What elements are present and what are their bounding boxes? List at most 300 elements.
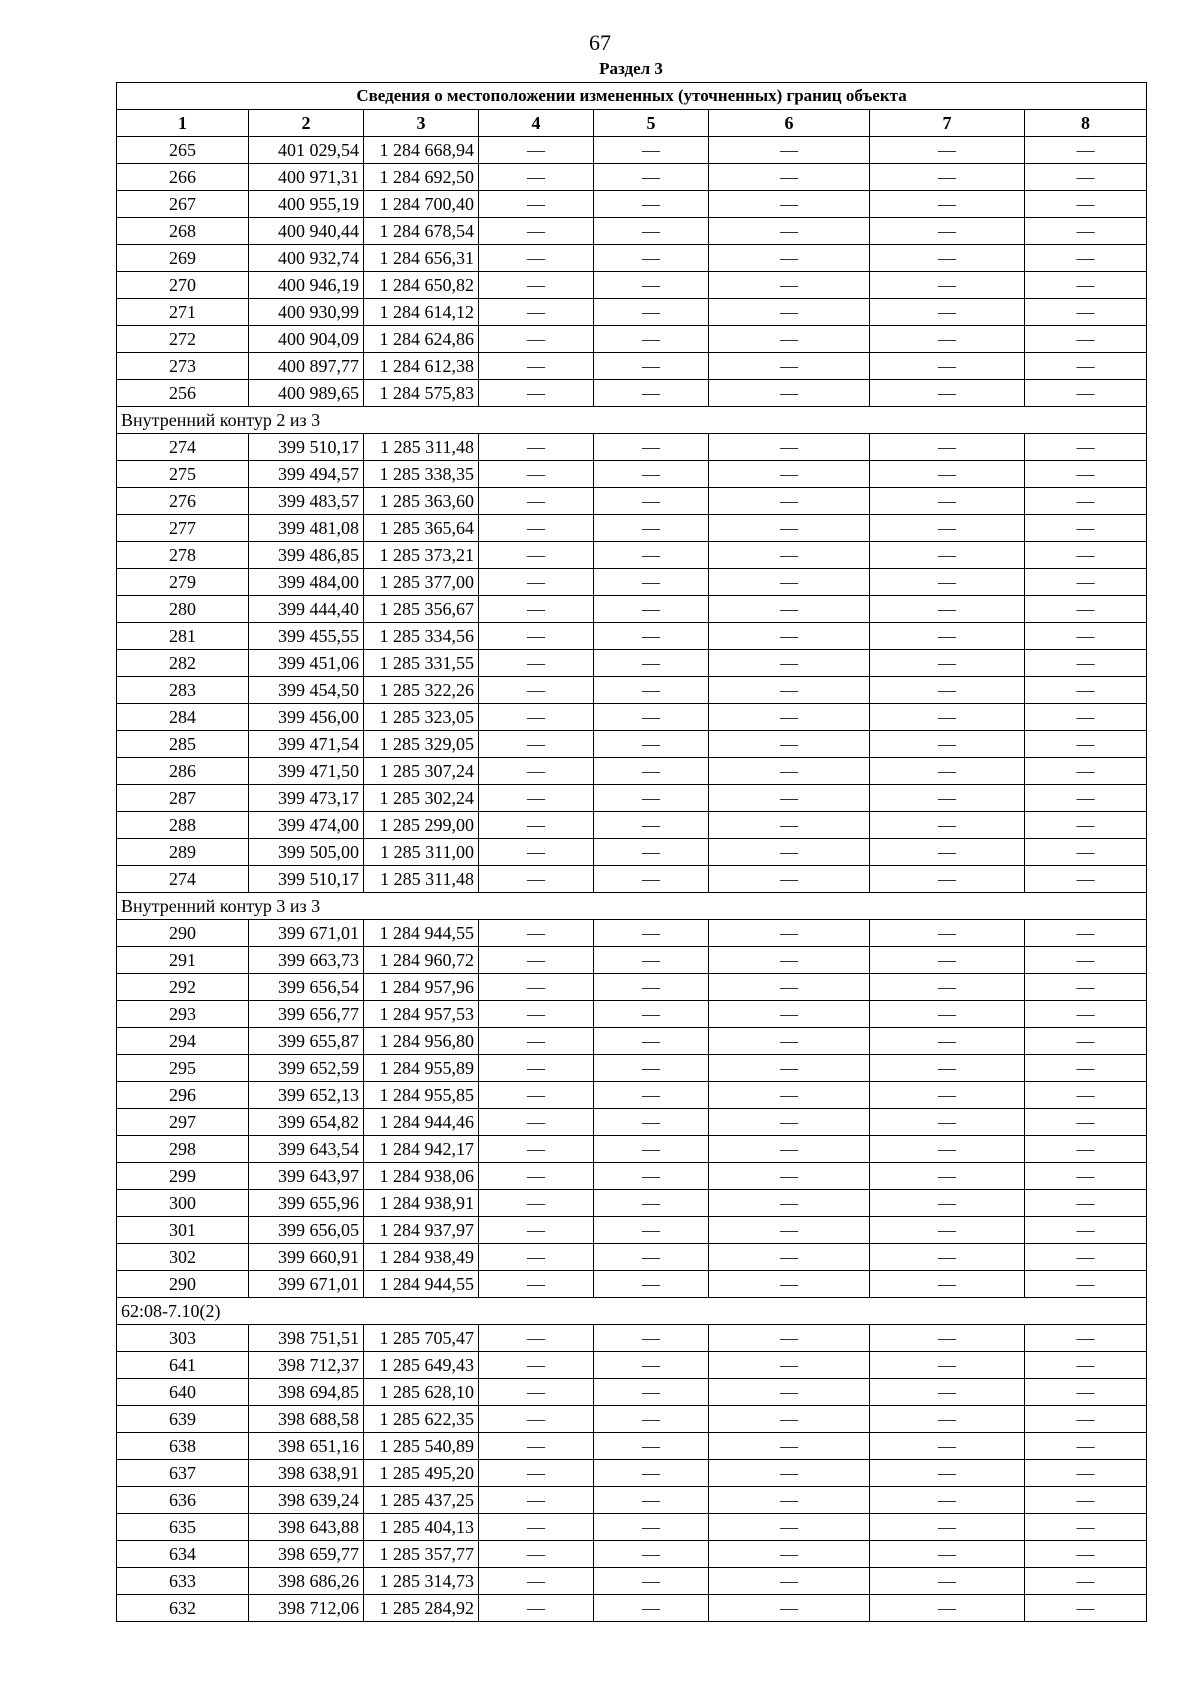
- x-coordinate-cell: 398 751,51: [249, 1325, 364, 1352]
- empty-value-dash: —: [594, 434, 709, 461]
- empty-value-dash: —: [594, 758, 709, 785]
- table-row: [117, 542, 1147, 569]
- table-row: [117, 1136, 1147, 1163]
- empty-value-dash: —: [870, 353, 1025, 380]
- y-coordinate-cell: 1 284 938,91: [364, 1190, 479, 1217]
- y-coordinate-cell: 1 285 299,00: [364, 812, 479, 839]
- empty-value-dash: —: [870, 650, 1025, 677]
- y-coordinate-cell: 1 285 404,13: [364, 1514, 479, 1541]
- x-coordinate-cell: 399 505,00: [249, 839, 364, 866]
- empty-value-dash: —: [479, 1082, 594, 1109]
- empty-value-dash: —: [709, 1325, 870, 1352]
- y-coordinate-cell: 1 284 700,40: [364, 191, 479, 218]
- empty-value-dash: —: [594, 650, 709, 677]
- empty-value-dash: —: [870, 1190, 1025, 1217]
- table-row: [117, 812, 1147, 839]
- y-coordinate-cell: 1 284 678,54: [364, 218, 479, 245]
- point-number-cell: 269: [117, 245, 249, 272]
- empty-value-dash: —: [870, 1514, 1025, 1541]
- empty-value-dash: —: [870, 677, 1025, 704]
- empty-value-dash: —: [479, 677, 594, 704]
- empty-value-dash: —: [870, 812, 1025, 839]
- table-row: [117, 623, 1147, 650]
- empty-value-dash: —: [1025, 1271, 1147, 1298]
- x-coordinate-cell: 399 652,13: [249, 1082, 364, 1109]
- empty-value-dash: —: [1025, 164, 1147, 191]
- empty-value-dash: —: [709, 272, 870, 299]
- x-coordinate-cell: 398 643,88: [249, 1514, 364, 1541]
- empty-value-dash: —: [709, 1163, 870, 1190]
- empty-value-dash: —: [479, 1244, 594, 1271]
- y-coordinate-cell: 1 284 957,96: [364, 974, 479, 1001]
- empty-value-dash: —: [479, 1406, 594, 1433]
- empty-value-dash: —: [594, 812, 709, 839]
- empty-value-dash: —: [594, 272, 709, 299]
- empty-value-dash: —: [870, 731, 1025, 758]
- empty-value-dash: —: [1025, 920, 1147, 947]
- empty-value-dash: —: [594, 1055, 709, 1082]
- point-number-cell: 641: [117, 1352, 249, 1379]
- empty-value-dash: —: [594, 1568, 709, 1595]
- empty-value-dash: —: [709, 785, 870, 812]
- empty-value-dash: —: [709, 1055, 870, 1082]
- group-label: Внутренний контур 3 из 3: [117, 893, 1147, 920]
- empty-value-dash: —: [709, 650, 870, 677]
- x-coordinate-cell: 399 643,54: [249, 1136, 364, 1163]
- point-number-cell: 301: [117, 1217, 249, 1244]
- y-coordinate-cell: 1 284 668,94: [364, 137, 479, 164]
- empty-value-dash: —: [709, 812, 870, 839]
- empty-value-dash: —: [479, 542, 594, 569]
- empty-value-dash: —: [870, 1244, 1025, 1271]
- x-coordinate-cell: 399 454,50: [249, 677, 364, 704]
- empty-value-dash: —: [1025, 704, 1147, 731]
- x-coordinate-cell: 399 483,57: [249, 488, 364, 515]
- point-number-cell: 265: [117, 137, 249, 164]
- x-coordinate-cell: 399 510,17: [249, 866, 364, 893]
- point-number-cell: 273: [117, 353, 249, 380]
- empty-value-dash: —: [594, 1325, 709, 1352]
- y-coordinate-cell: 1 284 938,49: [364, 1244, 479, 1271]
- y-coordinate-cell: 1 285 302,24: [364, 785, 479, 812]
- empty-value-dash: —: [594, 137, 709, 164]
- column-header: 4: [479, 110, 594, 137]
- y-coordinate-cell: 1 285 363,60: [364, 488, 479, 515]
- empty-value-dash: —: [479, 1190, 594, 1217]
- empty-value-dash: —: [594, 785, 709, 812]
- table-row: [117, 1082, 1147, 1109]
- empty-value-dash: —: [479, 839, 594, 866]
- point-number-cell: 300: [117, 1190, 249, 1217]
- point-number-cell: 636: [117, 1487, 249, 1514]
- table-row: [117, 380, 1147, 407]
- point-number-cell: 633: [117, 1568, 249, 1595]
- empty-value-dash: —: [594, 299, 709, 326]
- empty-value-dash: —: [709, 1001, 870, 1028]
- y-coordinate-cell: 1 285 314,73: [364, 1568, 479, 1595]
- empty-value-dash: —: [1025, 1163, 1147, 1190]
- empty-value-dash: —: [594, 1541, 709, 1568]
- table-row: [117, 1055, 1147, 1082]
- table-row: [117, 1163, 1147, 1190]
- y-coordinate-cell: 1 284 612,38: [364, 353, 479, 380]
- empty-value-dash: —: [594, 1082, 709, 1109]
- empty-value-dash: —: [1025, 596, 1147, 623]
- table-row: [117, 164, 1147, 191]
- empty-value-dash: —: [870, 1541, 1025, 1568]
- empty-value-dash: —: [870, 1136, 1025, 1163]
- table-row: [117, 1028, 1147, 1055]
- empty-value-dash: —: [709, 920, 870, 947]
- empty-value-dash: —: [479, 461, 594, 488]
- empty-value-dash: —: [870, 1433, 1025, 1460]
- empty-value-dash: —: [1025, 1028, 1147, 1055]
- y-coordinate-cell: 1 284 960,72: [364, 947, 479, 974]
- point-number-cell: 283: [117, 677, 249, 704]
- empty-value-dash: —: [1025, 434, 1147, 461]
- empty-value-dash: —: [709, 1595, 870, 1622]
- empty-value-dash: —: [594, 704, 709, 731]
- table-row: [117, 1244, 1147, 1271]
- empty-value-dash: —: [1025, 515, 1147, 542]
- point-number-cell: 632: [117, 1595, 249, 1622]
- empty-value-dash: —: [1025, 1244, 1147, 1271]
- empty-value-dash: —: [709, 731, 870, 758]
- empty-value-dash: —: [709, 1028, 870, 1055]
- empty-value-dash: —: [594, 380, 709, 407]
- table-row: [117, 299, 1147, 326]
- x-coordinate-cell: 398 712,06: [249, 1595, 364, 1622]
- empty-value-dash: —: [594, 245, 709, 272]
- y-coordinate-cell: 1 285 323,05: [364, 704, 479, 731]
- table-row: [117, 353, 1147, 380]
- x-coordinate-cell: 398 712,37: [249, 1352, 364, 1379]
- column-header: 1: [117, 110, 249, 137]
- column-header-row: [117, 110, 1147, 137]
- x-coordinate-cell: 399 471,54: [249, 731, 364, 758]
- empty-value-dash: —: [479, 272, 594, 299]
- empty-value-dash: —: [594, 1514, 709, 1541]
- table-row: [117, 218, 1147, 245]
- table-row: [117, 650, 1147, 677]
- x-coordinate-cell: 398 694,85: [249, 1379, 364, 1406]
- point-number-cell: 280: [117, 596, 249, 623]
- point-number-cell: 296: [117, 1082, 249, 1109]
- empty-value-dash: —: [594, 191, 709, 218]
- y-coordinate-cell: 1 285 365,64: [364, 515, 479, 542]
- point-number-cell: 295: [117, 1055, 249, 1082]
- empty-value-dash: —: [594, 542, 709, 569]
- column-header: 6: [709, 110, 870, 137]
- empty-value-dash: —: [870, 137, 1025, 164]
- empty-value-dash: —: [709, 1352, 870, 1379]
- point-number-cell: 639: [117, 1406, 249, 1433]
- point-number-cell: 299: [117, 1163, 249, 1190]
- empty-value-dash: —: [709, 191, 870, 218]
- empty-value-dash: —: [870, 1379, 1025, 1406]
- x-coordinate-cell: 400 989,65: [249, 380, 364, 407]
- empty-value-dash: —: [479, 650, 594, 677]
- column-header: 8: [1025, 110, 1147, 137]
- table-row: [117, 434, 1147, 461]
- y-coordinate-cell: 1 284 938,06: [364, 1163, 479, 1190]
- empty-value-dash: —: [709, 839, 870, 866]
- x-coordinate-cell: 400 971,31: [249, 164, 364, 191]
- empty-value-dash: —: [594, 1244, 709, 1271]
- table-row: [117, 515, 1147, 542]
- empty-value-dash: —: [479, 1028, 594, 1055]
- table-row: [117, 731, 1147, 758]
- empty-value-dash: —: [709, 1244, 870, 1271]
- empty-value-dash: —: [594, 1136, 709, 1163]
- column-header: 2: [249, 110, 364, 137]
- empty-value-dash: —: [1025, 839, 1147, 866]
- empty-value-dash: —: [870, 272, 1025, 299]
- point-number-cell: 279: [117, 569, 249, 596]
- table-body: [117, 137, 1147, 1622]
- point-number-cell: 634: [117, 1541, 249, 1568]
- point-number-cell: 256: [117, 380, 249, 407]
- point-number-cell: 638: [117, 1433, 249, 1460]
- x-coordinate-cell: 398 651,16: [249, 1433, 364, 1460]
- point-number-cell: 637: [117, 1460, 249, 1487]
- empty-value-dash: —: [709, 218, 870, 245]
- empty-value-dash: —: [1025, 461, 1147, 488]
- column-header: 5: [594, 110, 709, 137]
- empty-value-dash: —: [870, 542, 1025, 569]
- empty-value-dash: —: [594, 1460, 709, 1487]
- empty-value-dash: —: [870, 1568, 1025, 1595]
- empty-value-dash: —: [479, 1379, 594, 1406]
- empty-value-dash: —: [594, 1001, 709, 1028]
- empty-value-dash: —: [870, 974, 1025, 1001]
- y-coordinate-cell: 1 285 622,35: [364, 1406, 479, 1433]
- empty-value-dash: —: [479, 1487, 594, 1514]
- empty-value-dash: —: [709, 1271, 870, 1298]
- empty-value-dash: —: [594, 164, 709, 191]
- empty-value-dash: —: [594, 1406, 709, 1433]
- coordinates-table: [116, 82, 1147, 1622]
- x-coordinate-cell: 399 671,01: [249, 1271, 364, 1298]
- point-number-cell: 291: [117, 947, 249, 974]
- empty-value-dash: —: [594, 1109, 709, 1136]
- point-number-cell: 277: [117, 515, 249, 542]
- x-coordinate-cell: 399 510,17: [249, 434, 364, 461]
- empty-value-dash: —: [479, 1352, 594, 1379]
- x-coordinate-cell: 399 656,05: [249, 1217, 364, 1244]
- empty-value-dash: —: [1025, 1352, 1147, 1379]
- empty-value-dash: —: [1025, 191, 1147, 218]
- empty-value-dash: —: [594, 488, 709, 515]
- empty-value-dash: —: [870, 1352, 1025, 1379]
- empty-value-dash: —: [594, 1433, 709, 1460]
- table-row: [117, 1514, 1147, 1541]
- table-row: [117, 758, 1147, 785]
- y-coordinate-cell: 1 285 311,48: [364, 866, 479, 893]
- y-coordinate-cell: 1 284 692,50: [364, 164, 479, 191]
- x-coordinate-cell: 399 455,55: [249, 623, 364, 650]
- empty-value-dash: —: [594, 866, 709, 893]
- empty-value-dash: —: [709, 299, 870, 326]
- point-number-cell: 285: [117, 731, 249, 758]
- empty-value-dash: —: [594, 596, 709, 623]
- empty-value-dash: —: [1025, 218, 1147, 245]
- empty-value-dash: —: [870, 488, 1025, 515]
- empty-value-dash: —: [594, 1352, 709, 1379]
- empty-value-dash: —: [709, 596, 870, 623]
- table-row: [117, 1190, 1147, 1217]
- empty-value-dash: —: [594, 1271, 709, 1298]
- empty-value-dash: —: [870, 1487, 1025, 1514]
- x-coordinate-cell: 399 643,97: [249, 1163, 364, 1190]
- point-number-cell: 271: [117, 299, 249, 326]
- empty-value-dash: —: [870, 218, 1025, 245]
- empty-value-dash: —: [1025, 542, 1147, 569]
- x-coordinate-cell: 399 655,87: [249, 1028, 364, 1055]
- empty-value-dash: —: [870, 380, 1025, 407]
- empty-value-dash: —: [709, 1433, 870, 1460]
- empty-value-dash: —: [1025, 1190, 1147, 1217]
- point-number-cell: 294: [117, 1028, 249, 1055]
- table-row: [117, 677, 1147, 704]
- empty-value-dash: —: [1025, 326, 1147, 353]
- empty-value-dash: —: [594, 677, 709, 704]
- empty-value-dash: —: [594, 1595, 709, 1622]
- empty-value-dash: —: [594, 569, 709, 596]
- empty-value-dash: —: [594, 947, 709, 974]
- empty-value-dash: —: [479, 596, 594, 623]
- column-header: 7: [870, 110, 1025, 137]
- empty-value-dash: —: [870, 785, 1025, 812]
- point-number-cell: 276: [117, 488, 249, 515]
- empty-value-dash: —: [1025, 1217, 1147, 1244]
- empty-value-dash: —: [1025, 272, 1147, 299]
- empty-value-dash: —: [1025, 380, 1147, 407]
- empty-value-dash: —: [479, 569, 594, 596]
- y-coordinate-cell: 1 285 329,05: [364, 731, 479, 758]
- x-coordinate-cell: 399 473,17: [249, 785, 364, 812]
- empty-value-dash: —: [479, 812, 594, 839]
- empty-value-dash: —: [1025, 623, 1147, 650]
- empty-value-dash: —: [1025, 1514, 1147, 1541]
- table-row: [117, 272, 1147, 299]
- y-coordinate-cell: 1 285 334,56: [364, 623, 479, 650]
- y-coordinate-cell: 1 285 311,00: [364, 839, 479, 866]
- table-row: [117, 1406, 1147, 1433]
- empty-value-dash: —: [594, 1163, 709, 1190]
- empty-value-dash: —: [1025, 1001, 1147, 1028]
- empty-value-dash: —: [479, 326, 594, 353]
- y-coordinate-cell: 1 284 955,89: [364, 1055, 479, 1082]
- y-coordinate-cell: 1 285 495,20: [364, 1460, 479, 1487]
- x-coordinate-cell: 399 471,50: [249, 758, 364, 785]
- empty-value-dash: —: [870, 461, 1025, 488]
- empty-value-dash: —: [1025, 785, 1147, 812]
- point-number-cell: 290: [117, 1271, 249, 1298]
- empty-value-dash: —: [479, 704, 594, 731]
- empty-value-dash: —: [1025, 1487, 1147, 1514]
- empty-value-dash: —: [479, 731, 594, 758]
- empty-value-dash: —: [1025, 1325, 1147, 1352]
- point-number-cell: 302: [117, 1244, 249, 1271]
- empty-value-dash: —: [1025, 353, 1147, 380]
- table-row: [117, 1001, 1147, 1028]
- point-number-cell: 292: [117, 974, 249, 1001]
- empty-value-dash: —: [1025, 731, 1147, 758]
- y-coordinate-cell: 1 284 944,55: [364, 920, 479, 947]
- point-number-cell: 267: [117, 191, 249, 218]
- y-coordinate-cell: 1 284 955,85: [364, 1082, 479, 1109]
- empty-value-dash: —: [479, 1568, 594, 1595]
- y-coordinate-cell: 1 284 944,46: [364, 1109, 479, 1136]
- y-coordinate-cell: 1 284 575,83: [364, 380, 479, 407]
- empty-value-dash: —: [1025, 758, 1147, 785]
- empty-value-dash: —: [479, 1514, 594, 1541]
- point-number-cell: 640: [117, 1379, 249, 1406]
- y-coordinate-cell: 1 285 437,25: [364, 1487, 479, 1514]
- empty-value-dash: —: [870, 299, 1025, 326]
- y-coordinate-cell: 1 285 338,35: [364, 461, 479, 488]
- x-coordinate-cell: 398 659,77: [249, 1541, 364, 1568]
- point-number-cell: 297: [117, 1109, 249, 1136]
- empty-value-dash: —: [594, 623, 709, 650]
- empty-value-dash: —: [479, 1433, 594, 1460]
- empty-value-dash: —: [709, 1082, 870, 1109]
- empty-value-dash: —: [709, 488, 870, 515]
- point-number-cell: 274: [117, 434, 249, 461]
- empty-value-dash: —: [479, 1055, 594, 1082]
- group-label-row: [117, 407, 1147, 434]
- empty-value-dash: —: [709, 623, 870, 650]
- table-row: [117, 245, 1147, 272]
- empty-value-dash: —: [1025, 1055, 1147, 1082]
- empty-value-dash: —: [479, 947, 594, 974]
- x-coordinate-cell: 399 494,57: [249, 461, 364, 488]
- y-coordinate-cell: 1 284 614,12: [364, 299, 479, 326]
- empty-value-dash: —: [709, 1568, 870, 1595]
- empty-value-dash: —: [1025, 866, 1147, 893]
- y-coordinate-cell: 1 285 377,00: [364, 569, 479, 596]
- empty-value-dash: —: [479, 1136, 594, 1163]
- point-number-cell: 272: [117, 326, 249, 353]
- point-number-cell: 298: [117, 1136, 249, 1163]
- column-header: 3: [364, 110, 479, 137]
- x-coordinate-cell: 399 474,00: [249, 812, 364, 839]
- x-coordinate-cell: 398 639,24: [249, 1487, 364, 1514]
- empty-value-dash: —: [594, 461, 709, 488]
- empty-value-dash: —: [870, 947, 1025, 974]
- table-row: [117, 461, 1147, 488]
- empty-value-dash: —: [1025, 677, 1147, 704]
- table-row: [117, 596, 1147, 623]
- empty-value-dash: —: [870, 1271, 1025, 1298]
- empty-value-dash: —: [1025, 1433, 1147, 1460]
- x-coordinate-cell: 399 671,01: [249, 920, 364, 947]
- point-number-cell: 635: [117, 1514, 249, 1541]
- table-row: [117, 1352, 1147, 1379]
- point-number-cell: 268: [117, 218, 249, 245]
- x-coordinate-cell: 399 456,00: [249, 704, 364, 731]
- y-coordinate-cell: 1 285 705,47: [364, 1325, 479, 1352]
- empty-value-dash: —: [479, 1217, 594, 1244]
- empty-value-dash: —: [870, 1028, 1025, 1055]
- point-number-cell: 287: [117, 785, 249, 812]
- empty-value-dash: —: [709, 326, 870, 353]
- empty-value-dash: —: [479, 137, 594, 164]
- table-row: [117, 569, 1147, 596]
- empty-value-dash: —: [870, 623, 1025, 650]
- empty-value-dash: —: [594, 839, 709, 866]
